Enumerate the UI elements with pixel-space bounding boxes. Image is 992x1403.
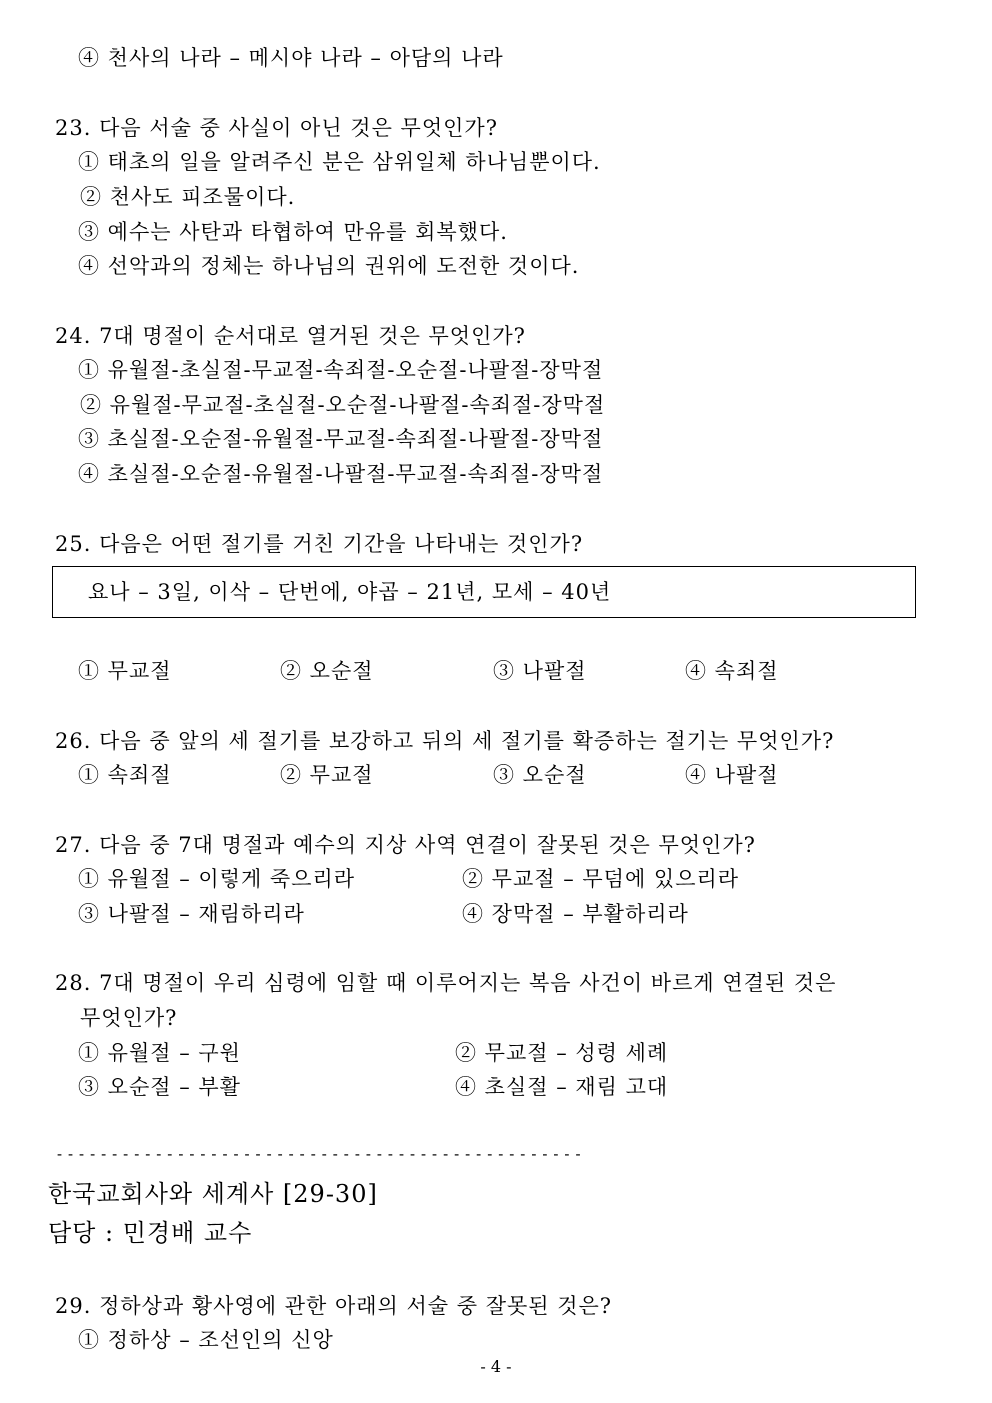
q26-option-3: ③ 오순절: [493, 763, 587, 787]
q25-example-text: 요나 – 3일, 이삭 – 단번에, 야곱 – 21년, 모세 – 40년: [88, 580, 612, 604]
section-instructor: 담당 : 민경배 교수: [48, 1219, 253, 1247]
q26-option-2: ② 무교절: [280, 763, 374, 787]
page-number: - 4 -: [480, 1357, 512, 1376]
q28-option-2: ② 무교절 – 성령 세례: [455, 1041, 669, 1065]
section-divider: ------------------------------------------------: [55, 1145, 585, 1163]
q27-option-3: ③ 나팔절 – 재림하리라: [78, 902, 305, 926]
q27-option-2: ② 무교절 – 무덤에 있으리라: [462, 867, 740, 891]
q29-option-1: ① 정하상 – 조선인의 신앙: [78, 1328, 334, 1352]
question-27: 27. 다음 중 7대 명절과 예수의 지상 사역 연결이 잘못된 것은 무엇인가?: [55, 833, 756, 857]
q25-example-box: [52, 566, 916, 618]
question-28-continued: 무엇인가?: [80, 1006, 178, 1030]
q28-option-4: ④ 초실절 – 재림 고대: [455, 1075, 669, 1099]
question-24: 24. 7대 명절이 순서대로 열거된 것은 무엇인가?: [55, 324, 526, 348]
question-25: 25. 다음은 어떤 절기를 거친 기간을 나타내는 것인가?: [55, 532, 584, 556]
q25-option-3: ③ 나팔절: [493, 659, 587, 683]
question-23: 23. 다음 서술 중 사실이 아닌 것은 무엇인가?: [55, 116, 498, 140]
q28-option-1: ① 유월절 – 구원: [78, 1041, 241, 1065]
q23-option-4: ④ 선악과의 정체는 하나님의 권위에 도전한 것이다.: [78, 254, 580, 278]
q24-option-4: ④ 초실절-오순절-유월절-나팔절-무교절-속죄절-장막절: [78, 462, 604, 486]
q28-option-3: ③ 오순절 – 부활: [78, 1075, 241, 1099]
q23-option-2: ② 천사도 피조물이다.: [80, 185, 296, 209]
q25-option-4: ④ 속죄절: [685, 659, 779, 683]
q26-option-4: ④ 나팔절: [685, 763, 779, 787]
q26-option-1: ① 속죄절: [78, 763, 172, 787]
q23-option-1: ① 태초의 일을 알려주신 분은 삼위일체 하나님뿐이다.: [78, 150, 601, 174]
section-title: 한국교회사와 세계사 [29-30]: [48, 1180, 378, 1208]
q25-option-1: ① 무교절: [78, 659, 172, 683]
q25-option-2: ② 오순절: [280, 659, 374, 683]
q23-option-3: ③ 예수는 사탄과 타협하여 만유를 회복했다.: [78, 220, 508, 244]
q27-option-4: ④ 장막절 – 부활하리라: [462, 902, 689, 926]
q24-option-3: ③ 초실절-오순절-유월절-무교절-속죄절-나팔절-장막절: [78, 427, 604, 451]
q24-option-1: ① 유월절-초실절-무교절-속죄절-오순절-나팔절-장막절: [78, 358, 604, 382]
question-26: 26. 다음 중 앞의 세 절기를 보강하고 뒤의 세 절기를 확증하는 절기는 무엇인가?: [55, 729, 835, 753]
q24-option-2: ② 유월절-무교절-초실절-오순절-나팔절-속죄절-장막절: [80, 393, 606, 417]
q27-option-1: ① 유월절 – 이렇게 죽으리라: [78, 867, 356, 891]
question-28: 28. 7대 명절이 우리 심령에 임할 때 이루어지는 복음 사건이 바르게 연결된 것은: [55, 971, 837, 995]
prev-question-option-4: ④ 천사의 나라 – 메시야 나라 – 아담의 나라: [78, 46, 504, 70]
question-29: 29. 정하상과 황사영에 관한 아래의 서술 중 잘못된 것은?: [55, 1294, 613, 1318]
